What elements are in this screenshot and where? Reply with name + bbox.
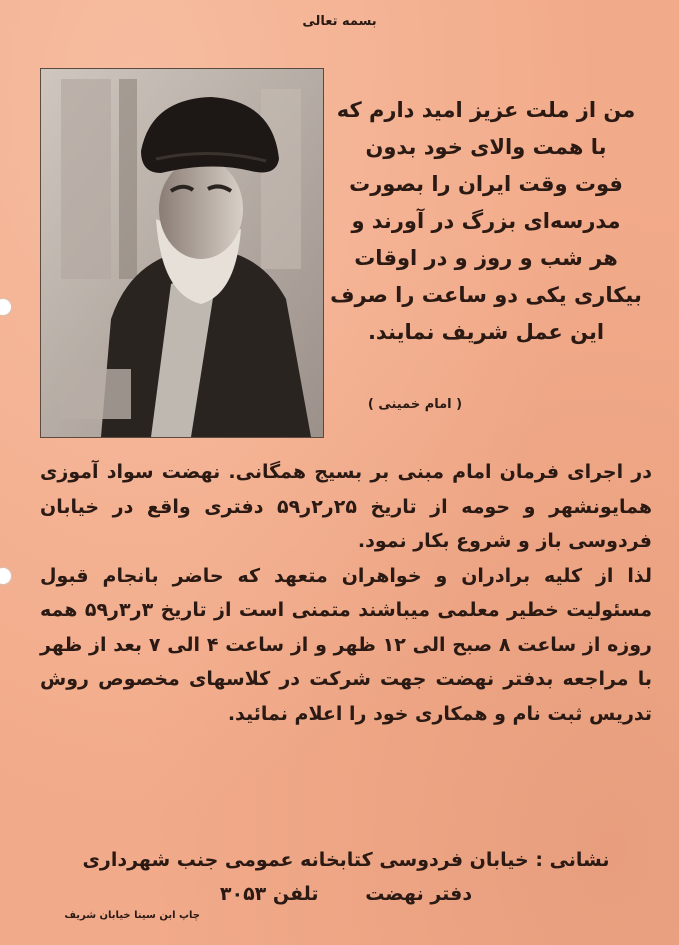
quote-attribution: ( امام خمینی ) xyxy=(367,397,463,412)
announcement-body xyxy=(40,455,652,731)
invocation-heading: بسمه تعالی xyxy=(302,14,377,29)
phone-number: تلفن ۳۰۵۳ xyxy=(219,883,319,905)
office-name: دفتر نهضت xyxy=(365,883,473,905)
quote-line: بیکاری یکی دو ساعت را صرف xyxy=(330,283,642,307)
quote-line: مدرسه‌ای بزرگ در آورند و xyxy=(351,209,621,233)
announcement-paragraph: در اجرای فرمان امام مبنی بر بسیج همگانی. نهضت سواد آموزی همایونشهر و حومه از تاریخ ۲۵ر۲ر۵۹ دفتری واقع در خیابان فردوسی باز و شروع بکار نمود. xyxy=(40,461,652,552)
quote-line: با همت والای خود بدون xyxy=(365,135,607,159)
quote-line: من از ملت عزیز امید دارم که xyxy=(336,98,636,122)
printer-credit: چاپ ابن سینا خیابان شریف xyxy=(64,910,200,921)
punch-hole xyxy=(0,298,12,316)
quote-line: هر شب و روز و در اوقات xyxy=(354,246,618,270)
quote-block xyxy=(330,92,642,351)
quote-line: فوت وقت ایران را بصورت xyxy=(349,172,623,196)
punch-hole xyxy=(0,567,12,585)
announcement-paragraph: لذا از کلیه برادران و خواهران متعهد که حاضر بانجام قبول مسئولیت خطیر معلمی میباشند متمنی است از تاریخ ۳ر۳ر۵۹ همه روزه از ساعت ۸ صبح الی ۱۲ ظهر و از ساعت ۴ الی ۷ بعد از ظهر با مراجعه بدفتر نهضت جهت شرکت در کلاسهای مخصوص روش تدریس ثبت نام و همکاری خود را اعلام نمائید. xyxy=(40,564,652,725)
portrait-image xyxy=(41,69,323,437)
address-block xyxy=(40,843,652,911)
quote-line: این عمل شریف نمایند. xyxy=(367,320,605,344)
portrait-photo xyxy=(40,68,324,438)
address-line: نشانی : خیابان فردوسی کتابخانه عمومی جنب شهرداری xyxy=(82,849,610,871)
